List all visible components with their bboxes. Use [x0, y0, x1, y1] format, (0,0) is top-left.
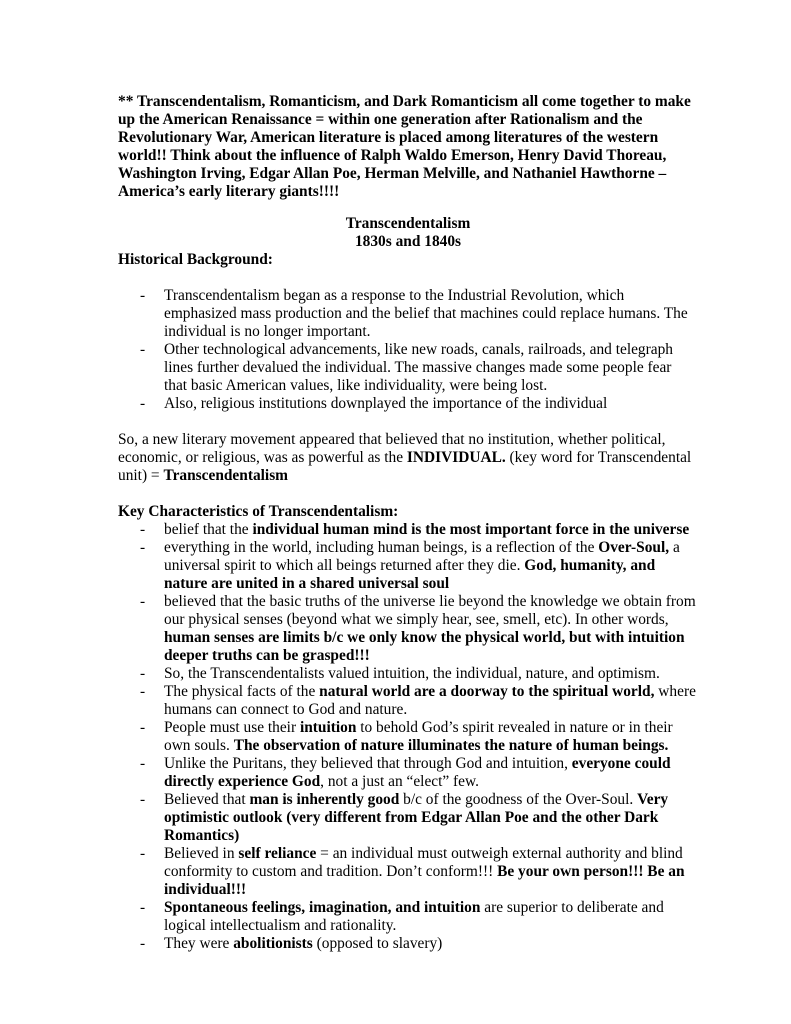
bullet-dash: - — [140, 593, 146, 610]
intro-paragraph: ** Transcendentalism, Romanticism, and Dark Romanticism all come together to make up the American Renaissance = within one generation after Rationalism and the Revolutionary War, American literature is placed among literatures of the western world!! Think about the influence of Ralph Waldo Emerson, Henry David Thoreau, Washington Irving, Edgar Allan Poe, Herman Melville, and Nathaniel Hawthorne – America’s early literary giants!!!! — [118, 93, 691, 200]
key-characteristic-item — [118, 683, 698, 719]
text-run: The physical facts of the — [164, 683, 320, 700]
text-run: Unlike the Puritans, they believed that through God and intuition, — [164, 755, 572, 772]
text-run: Transcendentalism began as a response to the Industrial Revolution, which emphasized mass production and the belief that machines could replace humans. The individual is no longer important. — [164, 287, 688, 340]
key-characteristic-item — [118, 593, 698, 665]
bold-text: man is inherently good — [249, 791, 400, 808]
key-characteristics-heading: Key Characteristics of Transcendentalism: — [118, 503, 399, 520]
bullet-dash: - — [140, 899, 146, 916]
key-characteristics-list — [118, 521, 698, 953]
text-run: b/c of the goodness of the Over-Soul. — [399, 791, 638, 808]
text-run: (opposed to slavery) — [312, 935, 443, 952]
text-run: Also, religious institutions downplayed the importance of the individual — [164, 395, 608, 412]
text-run: They were — [164, 935, 234, 952]
document-page — [118, 93, 698, 953]
key-characteristic-item — [118, 899, 698, 935]
bullet-dash: - — [140, 521, 146, 538]
text-run: believed that the basic truths of the universe lie beyond the knowledge we obtain from our physical senses (beyond what we simply hear, see, smell, etc). In other words, — [164, 593, 696, 628]
key-characteristic-item — [118, 665, 698, 683]
historical-background-heading: Historical Background: — [118, 251, 273, 268]
bold-text: human senses are limits b/c we only know the physical world, but with intuition deeper truths can be grasped!!! — [164, 629, 685, 664]
bullet-dash: - — [140, 845, 146, 862]
key-characteristic-item — [118, 791, 698, 845]
text-run: everything in the world, including human beings, is a reflection of the — [164, 539, 599, 556]
text-run: = an individual must outweigh external authority and blind conformity to custom and tradition. Don’t conform!!! — [164, 845, 683, 880]
bold-text: Transcendentalism — [163, 467, 289, 484]
bold-text: The observation of nature illuminates the nature of human beings. — [233, 737, 669, 754]
key-characteristic-item — [118, 539, 698, 593]
bold-text: self reliance — [238, 845, 317, 862]
title-block — [118, 215, 698, 251]
bold-text: natural world are a doorway to the spiritual world, — [319, 683, 655, 700]
text-run: where humans can connect to God and nature. — [164, 683, 696, 718]
text-run: People must use their — [164, 719, 300, 736]
bold-text: intuition — [299, 719, 357, 736]
text-run: So, the Transcendentalists valued intuition, the individual, nature, and optimism. — [164, 665, 660, 682]
text-run: belief that the — [164, 521, 253, 538]
text-run: Believed that — [164, 791, 250, 808]
text-run: are superior to deliberate and logical intellectualism and rationality. — [164, 899, 664, 934]
historical-background-item — [118, 341, 698, 395]
text-run: (key word for Transcendental unit) = — [118, 449, 692, 484]
bullet-dash: - — [140, 287, 146, 304]
bullet-dash: - — [140, 665, 146, 682]
key-characteristic-item — [118, 521, 698, 539]
key-characteristic-item — [118, 935, 698, 953]
bullet-dash: - — [140, 341, 146, 358]
text-run: a universal spirit to which all beings returned after they die. — [164, 539, 680, 574]
text-run: Other technological advancements, like new roads, canals, railroads, and telegraph lines further devalued the individual. The massive changes made some people fear that basic American values, like individuality, were being lost. — [164, 341, 673, 394]
historical-background-item — [118, 395, 698, 413]
bullet-dash: - — [140, 395, 146, 412]
key-characteristic-item — [118, 755, 698, 791]
bullet-dash: - — [140, 755, 146, 772]
page-title: Transcendentalism — [345, 215, 471, 232]
page-subtitle: 1830s and 1840s — [354, 233, 462, 250]
bold-text: Over-Soul, — [598, 539, 670, 556]
bullet-dash: - — [140, 935, 146, 952]
bullet-dash: - — [140, 719, 146, 736]
bullet-dash: - — [140, 539, 146, 556]
bold-text: everyone could directly experience God — [164, 755, 671, 790]
bold-text: abolitionists — [233, 935, 313, 952]
bold-text: INDIVIDUAL. — [406, 449, 506, 466]
key-characteristic-item — [118, 719, 698, 755]
text-run: , not a just an “elect” few. — [320, 773, 479, 790]
bullet-dash: - — [140, 791, 146, 808]
bullet-dash: - — [140, 683, 146, 700]
key-characteristic-item — [118, 845, 698, 899]
text-run: Believed in — [164, 845, 239, 862]
historical-background-item — [118, 287, 698, 341]
bold-text: God, humanity, and nature are united in a shared universal soul — [164, 557, 656, 592]
text-run: to behold God’s spirit revealed in nature or in their own souls. — [164, 719, 673, 754]
historical-background-list — [118, 287, 698, 413]
bold-text: Be your own person!!! Be an individual!!! — [164, 863, 685, 898]
summary-paragraph — [118, 431, 698, 485]
bold-text: Very optimistic outlook (very different from Edgar Allan Poe and the other Dark Romantics) — [164, 791, 669, 844]
bold-text: Spontaneous feelings, imagination, and intuition — [164, 899, 481, 916]
text-run: So, a new literary movement appeared that believed that no institution, whether political, economic, or religious, was as powerful as the — [118, 431, 666, 466]
bold-text: individual human mind is the most important force in the universe — [252, 521, 690, 538]
